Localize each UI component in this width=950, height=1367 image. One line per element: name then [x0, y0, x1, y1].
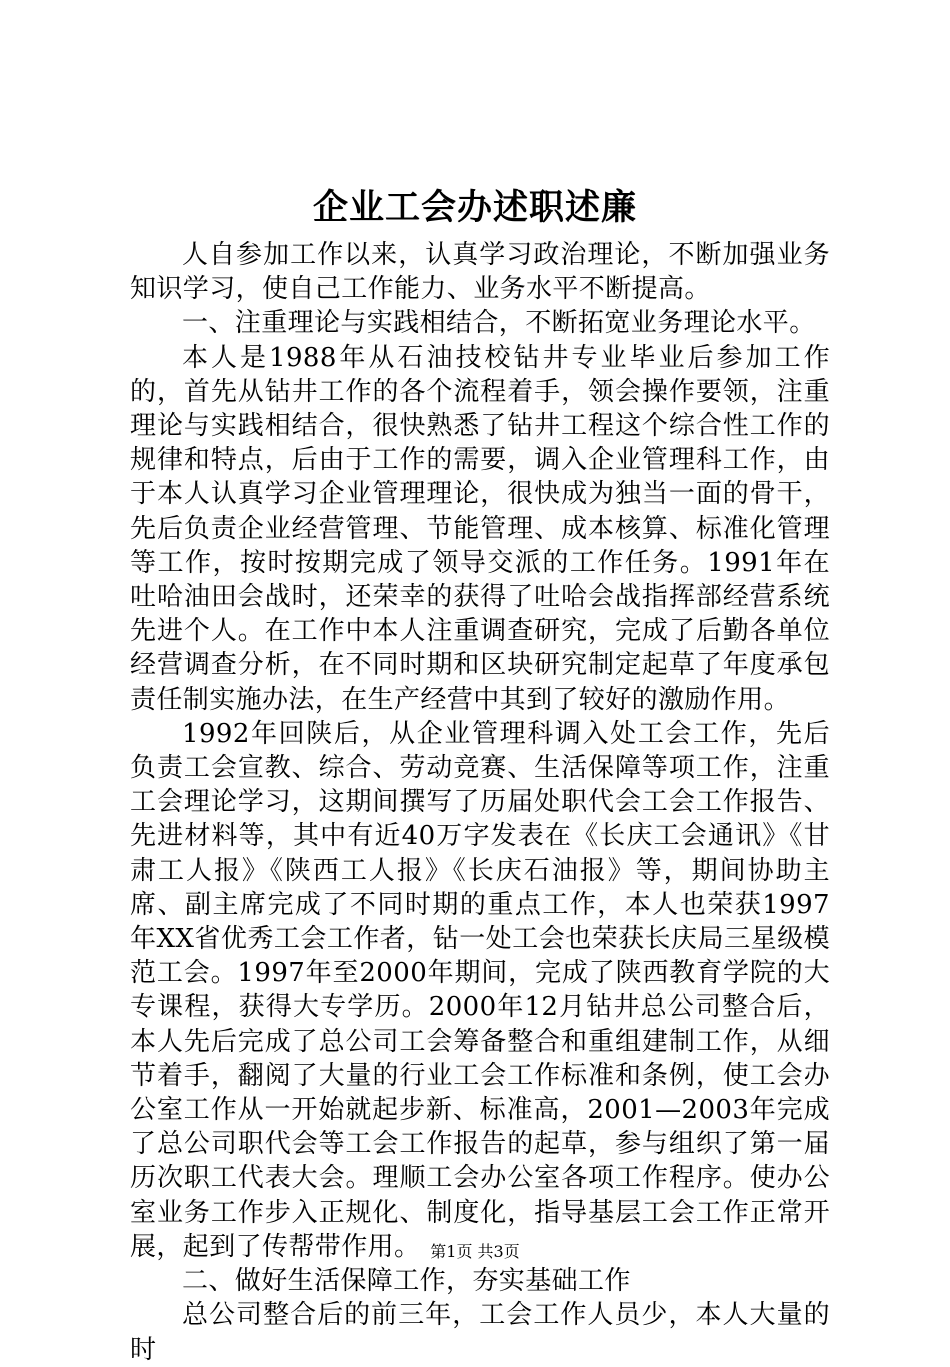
paragraph-union-work: 1992年回陕后，从企业管理科调入处工会工作，先后负责工会宣教、综合、劳动竞赛、生活保障等项工作，注重工会理论学习，这期间撰写了历届处职代会工会工作报告、先进材料等，其中有近40万字发表在《长庆工会通讯》《甘肃工人报》《陕西工人报》《长庆石油报》等，期间协助主席、副主席完成了不同时期的重点工作，本人也荣获1997年XX省优秀工会工作者，钻一处工会也荣获长庆局三星级模范工会。1997年至2000年期间，完成了陕西教育学院的大专课程，获得大专学历。2000年12月钻井总公司整合后，本人先后完成了总公司工会筹备整合和重组建制工作，从细节着手，翻阅了大量的行业工会工作标准和条例，使工会办公室工作从一开始就起步新、标准高，2001—2003年完成了总公司职代会等工会工作报告的起草，参与组织了第一届历次职工代表大会。理顺工会办公室各项工作程序。使办公室业务工作步入正规化、制度化，指导基层工会工作正常开展，起到了传帮带作用。 — [130, 718, 830, 1262]
paragraph-intro: 人自参加工作以来，认真学习政治理论，不断加强业务知识学习，使自己工作能力、业务水平不断提高。 — [130, 240, 830, 305]
paragraph-career-history: 本人是1988年从石油技校钻井专业毕业后参加工作的，首先从钻井工作的各个流程着手，领会操作要领，注重理论与实践相结合，很快熟悉了钻井工程这个综合性工作的规律和特点，后由于工作的需要，调入企业管理科工作，由于本人认真学习企业管理理论，很快成为独当一面的骨干，先后负责企业经营管理、节能管理、成本核算、标准化管理等工作，按时按期完成了领导交派的工作任务。1991年在吐哈油田会战时，还荣幸的获得了吐哈会战指挥部经营系统先进个人。在工作中本人注重调查研究，完成了后勤各单位经营调查分析，在不同时期和区块研究制定起草了年度承包责任制实施办法，在生产经营中其到了较好的激励作用。 — [130, 342, 830, 715]
document-body — [130, 238, 830, 1367]
section-heading-1: 一、注重理论与实践相结合，不断拓宽业务理论水平。 — [182, 308, 816, 339]
paragraph-living-support: 总公司整合后的前三年，工会工作人员少，本人大量的时 — [130, 1300, 830, 1365]
document-title: 企业工会办述职述廉 — [312, 187, 637, 228]
page-footer: 第1页 共3页 — [430, 1242, 520, 1261]
section-heading-2: 二、做好生活保障工作，夯实基础工作 — [182, 1266, 631, 1297]
